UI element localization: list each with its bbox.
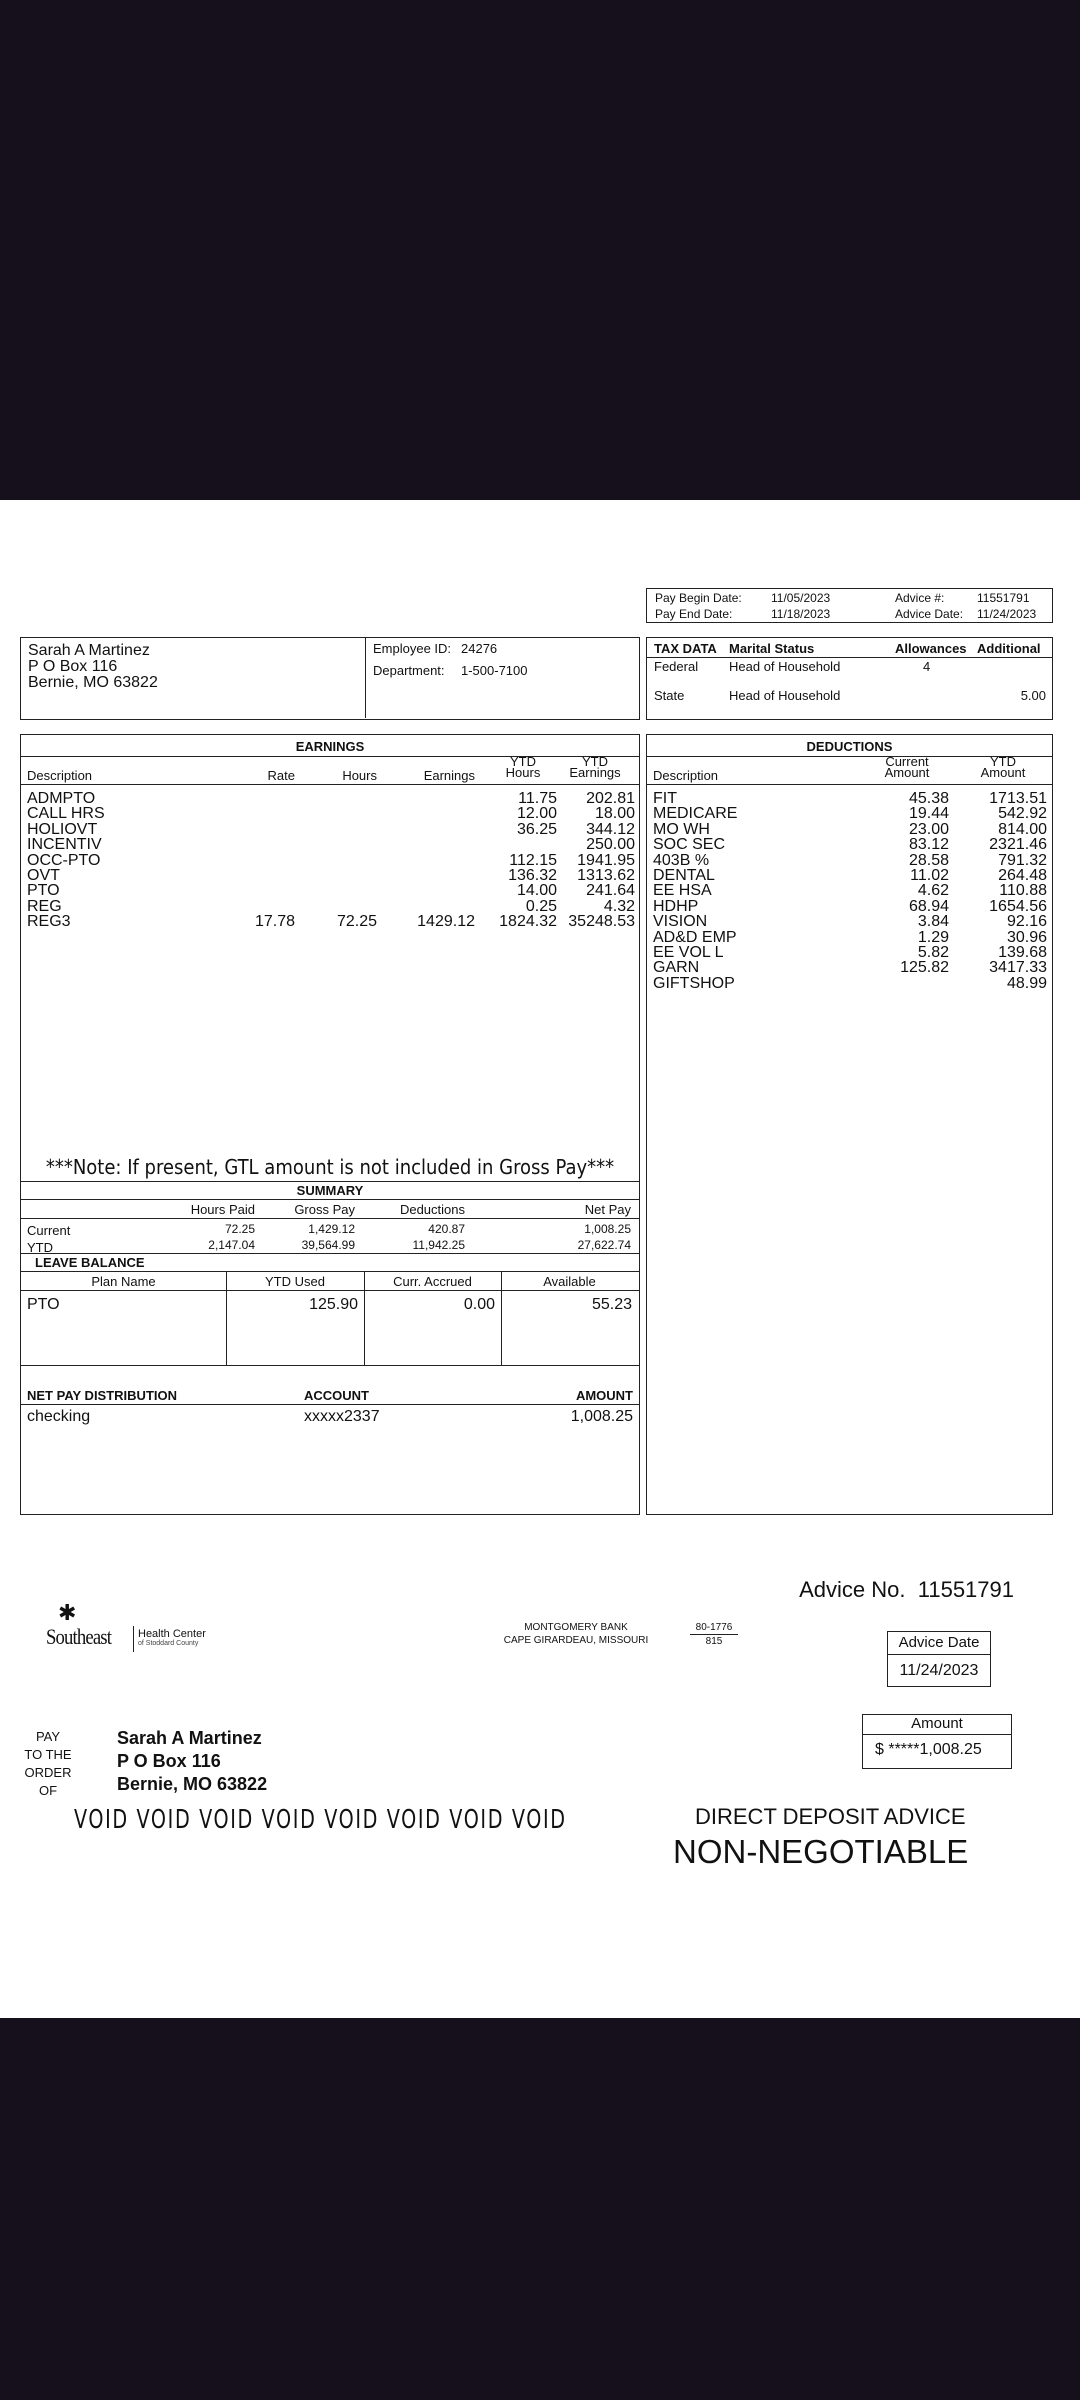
- earnings-ytd-earnings: 202.81: [586, 790, 635, 807]
- earnings-ytd-hours: 36.25: [516, 820, 557, 838]
- earnings-row: [21, 899, 639, 914]
- marital-status-header: Marital Status: [729, 641, 815, 656]
- deductions-row: [647, 791, 1052, 806]
- deduction-desc: EE HSA: [653, 882, 712, 900]
- summary-ytd-deductions: 11,942.25: [412, 1238, 465, 1252]
- federal-allowances: 4: [923, 659, 931, 674]
- earnings-row: [21, 837, 639, 852]
- deductions-box: [646, 734, 1053, 1515]
- earnings-ytd-hours: 112.15: [509, 851, 557, 869]
- earnings-desc: PTO: [27, 882, 60, 900]
- earnings-desc: OCC-PTO: [27, 851, 101, 869]
- earnings-ytd-hours: 11.75: [518, 790, 557, 807]
- earnings-ytd-hours: 14.00: [516, 882, 557, 900]
- deductions-ytd-amount-header: Amount: [980, 765, 1026, 780]
- deductions-row: [647, 822, 1052, 837]
- earnings-title: EARNINGS: [295, 739, 365, 754]
- federal-label: Federal: [654, 659, 699, 674]
- pay-period-box: [646, 588, 1053, 623]
- deduction-current: 23.00: [908, 820, 949, 838]
- advice-no: 11551791: [977, 591, 1030, 605]
- gtl-note: ***Note: If present, GTL amount is not included in Gross Pay***: [45, 1155, 615, 1179]
- pay-begin-label: Pay Begin Date:: [655, 591, 742, 605]
- check-advice-date: 11/24/2023: [899, 1662, 979, 1679]
- deduction-desc: VISION: [653, 913, 708, 931]
- advice-date-label: Advice Date:: [895, 607, 964, 621]
- summary-ytd-gross: 39,564.99: [301, 1238, 355, 1252]
- earnings-ytd-earnings: 344.12: [586, 820, 635, 838]
- deduction-desc: MEDICARE: [653, 805, 738, 823]
- state-label: State: [654, 688, 685, 703]
- deduction-current: 28.58: [908, 851, 949, 869]
- deduction-current: 1.29: [917, 928, 949, 946]
- deduction-ytd: 110.88: [999, 882, 1047, 900]
- routing-top: 80-1776: [690, 1621, 738, 1635]
- summary-current-label: Current: [27, 1223, 71, 1238]
- summary-net-header: Net Pay: [584, 1202, 631, 1217]
- deduction-desc: FIT: [653, 790, 677, 807]
- earnings-hours-header: Hours: [342, 768, 377, 783]
- deductions-row: [647, 853, 1052, 868]
- earnings-ytd-hours: 1824.32: [499, 913, 557, 931]
- advice-date: 11/24/2023: [977, 607, 1037, 621]
- summary-ytd-net: 27,622.74: [577, 1238, 631, 1252]
- department-label: Department:: [373, 663, 445, 678]
- deduction-ytd: 139.68: [998, 944, 1047, 961]
- leave-available-header: Available: [543, 1274, 596, 1289]
- deductions-ytd-header: YTD: [990, 754, 1016, 769]
- earnings-rate-header: Rate: [267, 768, 295, 783]
- bank-name: MONTGOMERY BANK: [524, 1622, 628, 1633]
- deduction-ytd: 791.32: [998, 851, 1047, 869]
- earnings-row: [21, 791, 639, 806]
- payee-address-line2: Bernie, MO 63822: [117, 1774, 268, 1794]
- deductions-rows: [647, 791, 1052, 991]
- pay-label-3: ORDER: [24, 1765, 72, 1780]
- earnings-desc: ADMPTO: [27, 790, 96, 807]
- state-additional: 5.00: [1020, 688, 1046, 703]
- state-status: Head of Household: [729, 688, 841, 703]
- earnings-ytd-hours: 12.00: [516, 805, 557, 823]
- deductions-row: [647, 806, 1052, 821]
- deductions-row: [647, 868, 1052, 883]
- deduction-current: 3.84: [917, 913, 949, 931]
- logo-sub-text1: Health Center: [138, 1628, 206, 1640]
- employee-name: Sarah A Martinez: [28, 642, 150, 659]
- leave-plan-header: Plan Name: [91, 1274, 156, 1289]
- earnings-box: [20, 734, 640, 1515]
- deduction-current: 45.38: [908, 790, 949, 807]
- summary-current-hours: 72.25: [224, 1222, 255, 1236]
- earnings-ytd-earnings: 250.00: [586, 836, 635, 854]
- pay-to-order-label: [20, 1728, 76, 1800]
- summary-current-deductions: 420.87: [428, 1222, 465, 1236]
- leave-used-header: YTD Used: [265, 1274, 325, 1289]
- ytd-hours-header-top: YTD: [510, 754, 536, 769]
- earnings-desc: REG: [27, 897, 62, 915]
- pay-end-date: 11/18/2023: [771, 607, 831, 621]
- check-advice-no-label: [799, 1577, 1014, 1603]
- deductions-current-header: Current: [885, 754, 929, 769]
- net-pay-amount-header: AMOUNT: [575, 1388, 633, 1403]
- ytd-hours-header: Hours: [505, 765, 541, 780]
- deduction-ytd: 542.92: [998, 805, 1047, 823]
- leave-ytd-used: 125.90: [309, 1296, 358, 1313]
- earnings-earnings-header: Earnings: [423, 768, 475, 783]
- deduction-current: 4.62: [917, 882, 949, 900]
- leave-accrued-header: Curr. Accrued: [393, 1274, 472, 1289]
- direct-deposit-advice: DIRECT DEPOSIT ADVICE: [695, 1804, 966, 1829]
- deduction-current: 83.12: [908, 836, 949, 854]
- earnings-ytd-earnings: 35248.53: [568, 913, 635, 931]
- check-advice-date-box: [887, 1631, 991, 1687]
- earnings-desc: CALL HRS: [27, 805, 105, 823]
- deductions-row: [647, 837, 1052, 852]
- logo-star-icon: ✱: [58, 1600, 77, 1625]
- summary-current-gross: 1,429.12: [308, 1222, 355, 1236]
- check-advice-no-text: Advice No.: [799, 1577, 906, 1602]
- summary-gross-header: Gross Pay: [294, 1202, 355, 1217]
- check-amount-label: Amount: [911, 1715, 963, 1732]
- deduction-current: 19.44: [908, 805, 949, 823]
- deduction-desc: GARN: [653, 959, 700, 977]
- pay-label-2: TO THE: [24, 1747, 72, 1762]
- deductions-row: [647, 899, 1052, 914]
- deduction-ytd: 1713.51: [989, 790, 1047, 807]
- employee-address-line1: P O Box 116: [28, 658, 118, 675]
- earnings-hours: 72.25: [336, 913, 377, 931]
- ytd-earnings-header-top: YTD: [582, 754, 608, 769]
- department: 1-500-7100: [461, 663, 528, 678]
- check-advice-no: 11551791: [917, 1577, 1014, 1602]
- earnings-row: [21, 914, 639, 929]
- payee-block: [117, 1727, 267, 1796]
- summary-current-net: 1,008.25: [584, 1222, 631, 1236]
- payee-address-line1: P O Box 116: [117, 1751, 221, 1771]
- net-pay-amount: 1,008.25: [570, 1408, 633, 1425]
- pay-stub-paper: [0, 500, 1080, 2018]
- deduction-desc: GIFTSHOP: [653, 974, 735, 992]
- deduction-current: 5.82: [917, 944, 949, 961]
- logo-main-text: Southeast: [46, 1624, 112, 1649]
- earnings-ytd-earnings: 241.64: [586, 882, 635, 900]
- earnings-row: [21, 806, 639, 821]
- deductions-row: [647, 945, 1052, 960]
- pay-begin-date: 11/05/2023: [771, 591, 831, 605]
- deduction-ytd: 3417.33: [989, 959, 1047, 977]
- net-pay-account: xxxxx2337: [304, 1408, 380, 1425]
- employee-address-line2: Bernie, MO 63822: [28, 674, 158, 691]
- pay-label-4: OF: [38, 1783, 58, 1798]
- deduction-ytd: 30.96: [1006, 928, 1047, 946]
- routing-bottom: 815: [705, 1636, 723, 1647]
- pay-label-1: PAY: [35, 1729, 61, 1744]
- earnings-ytd-earnings: 1313.62: [577, 867, 635, 884]
- check-advice-date-label: Advice Date: [898, 1634, 980, 1651]
- check-amount-box: [862, 1714, 1012, 1769]
- earnings-rows: [21, 791, 639, 931]
- earnings-ytd-earnings: 4.32: [603, 897, 635, 915]
- non-negotiable: NON-NEGOTIABLE: [673, 1833, 969, 1870]
- earnings-ytd-earnings: 1941.95: [577, 851, 635, 869]
- leave-plan-name: PTO: [27, 1296, 60, 1313]
- deduction-current: 68.94: [908, 897, 949, 915]
- deduction-desc: 403B %: [653, 851, 710, 869]
- employee-id: 24276: [461, 641, 498, 656]
- summary-ytd-label: YTD: [27, 1240, 53, 1255]
- ytd-earnings-header: Earnings: [569, 765, 621, 780]
- routing-info: [690, 1621, 738, 1648]
- check-amount: $ *****1,008.25: [875, 1741, 982, 1758]
- deduction-ytd: 1654.56: [989, 897, 1047, 915]
- deductions-amount-header: Amount: [884, 765, 930, 780]
- company-logo: [46, 1602, 206, 1658]
- deduction-desc: SOC SEC: [653, 836, 726, 854]
- deduction-ytd: 814.00: [998, 820, 1047, 838]
- deductions-desc-header: Description: [653, 768, 719, 783]
- net-pay-account-header: ACCOUNT: [304, 1388, 369, 1403]
- deduction-desc: HDHP: [653, 897, 699, 915]
- earnings-amount: 1429.12: [417, 913, 475, 931]
- deductions-row: [647, 883, 1052, 898]
- net-pay-title: NET PAY DISTRIBUTION: [27, 1388, 178, 1403]
- summary-title: SUMMARY: [296, 1183, 364, 1198]
- earnings-ytd-hours: 0.25: [525, 897, 557, 915]
- tax-data-box: [646, 637, 1053, 720]
- deduction-current: 125.82: [900, 959, 949, 977]
- deduction-ytd: 264.48: [998, 867, 1047, 884]
- earnings-desc: INCENTIV: [27, 836, 102, 854]
- bank-location: CAPE GIRARDEAU, MISSOURI: [503, 1635, 649, 1646]
- deductions-row: [647, 976, 1052, 991]
- deduction-desc: EE VOL L: [653, 944, 724, 961]
- deductions-row: [647, 930, 1052, 945]
- pay-end-label: Pay End Date:: [655, 607, 733, 621]
- deduction-desc: AD&D EMP: [653, 928, 737, 946]
- earnings-rate: 17.78: [254, 913, 295, 931]
- earnings-desc: HOLIOVT: [27, 820, 98, 838]
- deduction-desc: MO WH: [653, 820, 710, 838]
- earnings-desc: REG3: [27, 913, 71, 931]
- employee-id-label: Employee ID:: [373, 641, 452, 656]
- bank-info: [476, 1621, 676, 1647]
- payee-name: Sarah A Martinez: [117, 1728, 262, 1748]
- deduction-ytd: 2321.46: [989, 836, 1047, 854]
- allowances-header: Allowances: [895, 641, 967, 656]
- earnings-ytd-earnings: 18.00: [594, 805, 635, 823]
- net-pay-type: checking: [27, 1408, 91, 1425]
- earnings-row: [21, 853, 639, 868]
- summary-ytd-hours: 2,147.04: [208, 1238, 255, 1252]
- advice-no-label: Advice #:: [895, 591, 945, 605]
- void-text: VOID VOID VOID VOID VOID VOID VOID VOID: [74, 1805, 567, 1835]
- earnings-desc: OVT: [27, 867, 60, 884]
- earnings-row: [21, 822, 639, 837]
- summary-hours-header: Hours Paid: [190, 1202, 255, 1217]
- earnings-row: [21, 868, 639, 883]
- deductions-row: [647, 914, 1052, 929]
- leave-curr-accrued: 0.00: [463, 1296, 495, 1313]
- earnings-row: [21, 883, 639, 898]
- earnings-ytd-hours: 136.32: [508, 867, 557, 884]
- summary-deductions-header: Deductions: [399, 1202, 465, 1217]
- employee-box: [20, 637, 640, 720]
- logo-sub-text2: of Stoddard County: [138, 1640, 199, 1647]
- deductions-title: DEDUCTIONS: [806, 739, 893, 754]
- deduction-current: 11.02: [910, 867, 949, 884]
- additional-header: Additional: [977, 641, 1041, 656]
- leave-balance-title: LEAVE BALANCE: [35, 1255, 145, 1270]
- deduction-ytd: 92.16: [1006, 913, 1047, 931]
- deductions-row: [647, 960, 1052, 975]
- federal-status: Head of Household: [729, 659, 841, 674]
- deduction-ytd: 48.99: [1006, 974, 1047, 992]
- tax-data-header: TAX DATA: [654, 641, 717, 656]
- earnings-desc-header: Description: [27, 768, 93, 783]
- deduction-desc: DENTAL: [653, 867, 715, 884]
- leave-available: 55.23: [591, 1296, 632, 1313]
